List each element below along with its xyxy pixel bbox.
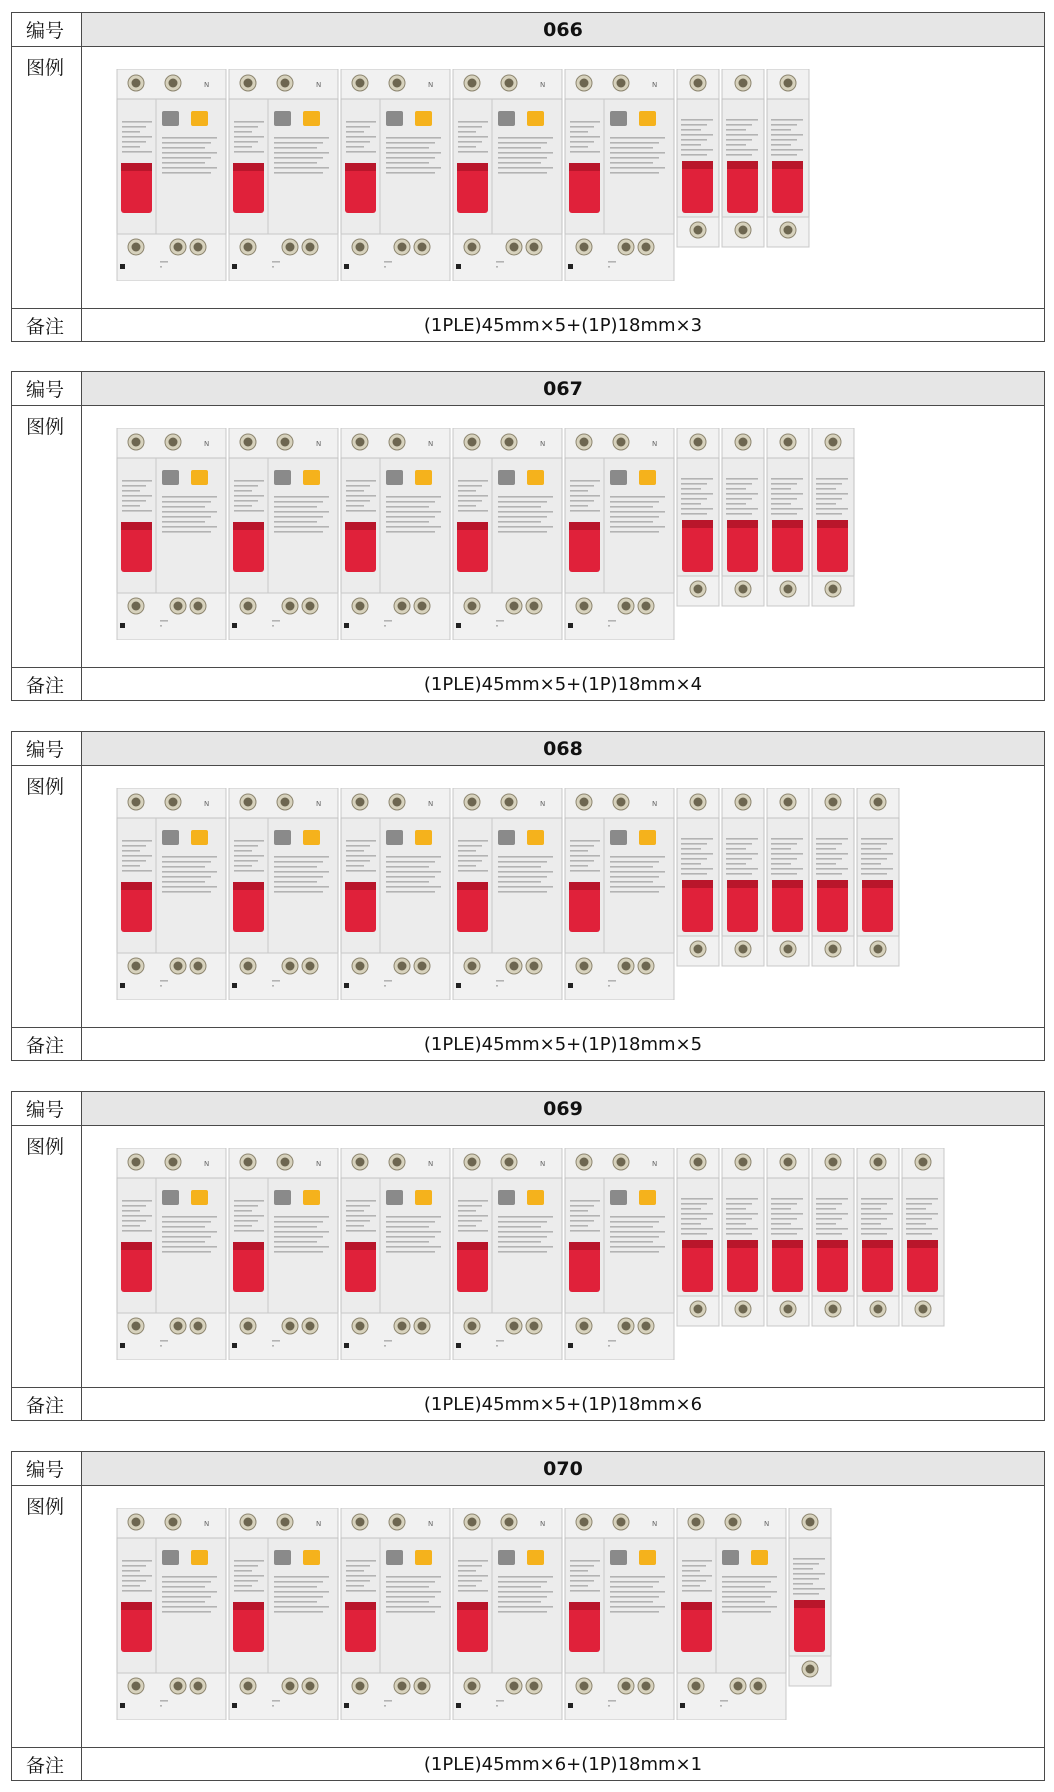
figure-label: 图例	[12, 406, 82, 667]
ple-breaker-illustration	[341, 788, 450, 1000]
1p-breaker-illustration	[767, 428, 809, 606]
figure-row	[12, 1126, 1044, 1388]
note-label: 备注	[12, 1748, 82, 1780]
id-label: 编号	[12, 1452, 82, 1485]
ple-breaker-illustration	[229, 1508, 338, 1720]
breaker-combo-table-067	[11, 371, 1045, 701]
breaker-strip	[116, 1508, 833, 1720]
svg-text:N: N	[316, 1520, 322, 1528]
svg-text:N: N	[540, 800, 546, 808]
id-label: 编号	[12, 372, 82, 405]
note-text: (1PLE)45mm×6+(1P)18mm×1	[423, 1753, 703, 1775]
svg-text:N: N	[764, 1520, 770, 1528]
combo-id: 066	[82, 13, 1044, 46]
ple-breaker-illustration	[341, 1148, 450, 1360]
breaker-combo-table-066	[11, 12, 1045, 342]
ple-breaker-illustration	[229, 428, 338, 640]
svg-text:N: N	[428, 800, 434, 808]
svg-text:N: N	[540, 81, 546, 89]
ple-breaker-illustration	[117, 428, 226, 640]
svg-text:N: N	[428, 1520, 434, 1528]
id-label: 编号	[12, 732, 82, 765]
header-row	[12, 1092, 1044, 1126]
1p-breaker-illustration	[722, 1148, 764, 1326]
ple-breaker-illustration	[453, 428, 562, 640]
ple-breaker-illustration	[453, 69, 562, 281]
svg-text:N: N	[652, 1160, 658, 1168]
svg-text:N: N	[316, 800, 322, 808]
ple-breaker-illustration	[565, 788, 674, 1000]
ple-breaker-illustration	[565, 428, 674, 640]
breaker-strip-svg	[116, 69, 811, 281]
svg-text:N: N	[540, 1160, 546, 1168]
figure-row	[12, 47, 1044, 309]
1p-breaker-illustration	[677, 1148, 719, 1326]
figure-label: 图例	[12, 1126, 82, 1387]
1p-breaker-illustration	[789, 1508, 831, 1686]
1p-breaker-illustration	[767, 1148, 809, 1326]
1p-breaker-illustration	[767, 69, 809, 247]
breaker-strip	[116, 428, 856, 640]
ple-breaker-illustration	[453, 1508, 562, 1720]
1p-breaker-illustration	[722, 69, 764, 247]
breaker-strip-svg	[116, 428, 856, 640]
ple-breaker-illustration	[229, 69, 338, 281]
1p-breaker-illustration	[677, 428, 719, 606]
figure-row	[12, 766, 1044, 1028]
note-text: (1PLE)45mm×5+(1P)18mm×4	[423, 673, 703, 695]
figure-label: 图例	[12, 766, 82, 1027]
svg-text:N: N	[316, 81, 322, 89]
svg-text:N: N	[652, 81, 658, 89]
1p-breaker-illustration	[902, 1148, 944, 1326]
breaker-strip	[116, 69, 811, 281]
note-text: (1PLE)45mm×5+(1P)18mm×5	[423, 1033, 703, 1055]
1p-breaker-illustration	[722, 788, 764, 966]
ple-breaker-illustration	[341, 69, 450, 281]
ple-breaker-illustration	[229, 1148, 338, 1360]
breaker-strip	[116, 1148, 946, 1360]
svg-text:N: N	[652, 1520, 658, 1528]
svg-text:N: N	[652, 800, 658, 808]
breaker-combo-table-069	[11, 1091, 1045, 1421]
breaker-strip-svg	[116, 788, 901, 1000]
svg-text:N: N	[428, 1160, 434, 1168]
note-row	[12, 668, 1044, 700]
note-row	[12, 1028, 1044, 1060]
ple-breaker-illustration	[341, 1508, 450, 1720]
1p-breaker-illustration	[857, 788, 899, 966]
note-row	[12, 309, 1044, 341]
note-text: (1PLE)45mm×5+(1P)18mm×6	[423, 1393, 703, 1415]
ple-breaker-illustration	[453, 1148, 562, 1360]
figure-row	[12, 406, 1044, 668]
note-label: 备注	[12, 1388, 82, 1420]
1p-breaker-illustration	[677, 788, 719, 966]
breaker-strip-svg	[116, 1508, 833, 1720]
1p-breaker-illustration	[812, 1148, 854, 1326]
svg-text:N: N	[428, 81, 434, 89]
svg-text:N: N	[540, 1520, 546, 1528]
note-label: 备注	[12, 1028, 82, 1060]
note-row	[12, 1748, 1044, 1780]
combo-id: 068	[82, 732, 1044, 765]
figure-label: 图例	[12, 47, 82, 308]
ple-breaker-illustration	[565, 69, 674, 281]
ple-breaker-illustration	[453, 788, 562, 1000]
ple-breaker-illustration	[341, 428, 450, 640]
header-row	[12, 1452, 1044, 1486]
combo-id: 070	[82, 1452, 1044, 1485]
ple-breaker-illustration	[565, 1508, 674, 1720]
svg-text:N: N	[204, 1520, 210, 1528]
svg-text:N: N	[540, 440, 546, 448]
id-label: 编号	[12, 13, 82, 46]
combo-id: 069	[82, 1092, 1044, 1125]
header-row	[12, 372, 1044, 406]
1p-breaker-illustration	[767, 788, 809, 966]
breaker-combo-table-070	[11, 1451, 1045, 1781]
combo-id: 067	[82, 372, 1044, 405]
note-label: 备注	[12, 309, 82, 341]
figure-label: 图例	[12, 1486, 82, 1747]
ple-breaker-illustration	[117, 1148, 226, 1360]
header-row	[12, 732, 1044, 766]
ple-breaker-illustration	[677, 1508, 786, 1720]
note-label: 备注	[12, 668, 82, 700]
breaker-strip-svg	[116, 1148, 946, 1360]
svg-text:N: N	[316, 1160, 322, 1168]
1p-breaker-illustration	[722, 428, 764, 606]
id-label: 编号	[12, 1092, 82, 1125]
1p-breaker-illustration	[857, 1148, 899, 1326]
svg-text:N: N	[652, 440, 658, 448]
breaker-strip	[116, 788, 901, 1000]
breaker-combo-table-068	[11, 731, 1045, 1061]
svg-text:N: N	[316, 440, 322, 448]
ple-breaker-illustration	[565, 1148, 674, 1360]
svg-text:N: N	[204, 1160, 210, 1168]
svg-text:N: N	[204, 440, 210, 448]
figure-row	[12, 1486, 1044, 1748]
svg-text:N: N	[204, 800, 210, 808]
1p-breaker-illustration	[677, 69, 719, 247]
svg-text:N: N	[428, 440, 434, 448]
1p-breaker-illustration	[812, 788, 854, 966]
1p-breaker-illustration	[812, 428, 854, 606]
ple-breaker-illustration	[229, 788, 338, 1000]
note-row	[12, 1388, 1044, 1420]
note-text: (1PLE)45mm×5+(1P)18mm×3	[423, 314, 703, 336]
ple-breaker-illustration	[117, 69, 226, 281]
ple-breaker-illustration	[117, 1508, 226, 1720]
ple-breaker-illustration	[117, 788, 226, 1000]
header-row	[12, 13, 1044, 47]
svg-text:N: N	[204, 81, 210, 89]
